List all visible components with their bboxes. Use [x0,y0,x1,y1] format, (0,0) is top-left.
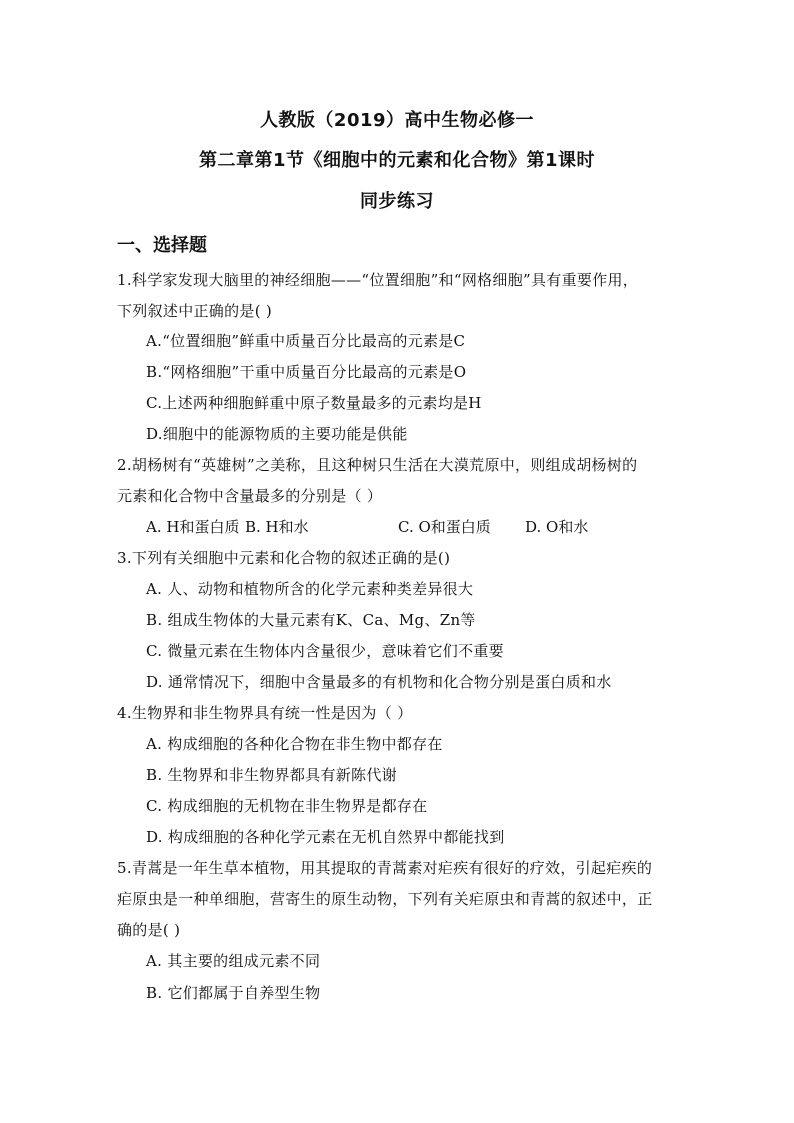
question-1-stem [117,265,682,327]
question-4-option-a: A. 构成细胞的各种化合物在非生物中都存在 [146,735,443,753]
question-2-option-a: A. H和蛋白质 [146,518,240,536]
doc-title-line1: 人教版（2019）高中生物必修一 [259,110,535,131]
question-stem-line: 1.科学家发现大脑里的神经细胞——“位置细胞”和“网格细胞”具有重要作用， [117,271,639,289]
question-4-stem [117,698,682,729]
question-stem-line: 2.胡杨树有“英雄树”之美称，且这种树只生活在大漠荒原中，则组成胡杨树的 [117,456,638,474]
question-5-stem [117,853,682,946]
question-stem-line: 5.青蒿是一年生草本植物，用其提取的青蒿素对疟疾有很好的疗效，引起疟疾的 [117,859,653,877]
question-4-option-b: B. 生物界和非生物界都具有新陈代谢 [146,766,397,784]
question-3-stem [117,543,682,574]
question-1-option-d: D.细胞中的能源物质的主要功能是供能 [146,425,408,443]
doc-title-line2: 第二章第1节《细胞中的元素和化合物》第1课时 [198,150,596,171]
question-2-stem [117,450,682,512]
question-3-option-d: D. 通常情况下，细胞中含量最多的有机物和化合物分别是蛋白质和水 [146,673,612,691]
question-5-option-b: B. 它们都属于自养型生物 [146,984,321,1002]
question-4-option-d: D. 构成细胞的各种化学元素在无机自然界中都能找到 [146,828,505,846]
question-2-option-b: B. H和水 [245,518,309,536]
question-1-option-b: B.“网格细胞”干重中质量百分比最高的元素是O [146,363,467,381]
question-stem-line: 下列叙述中正确的是( ) [117,302,273,320]
question-stem-line: 3.下列有关细胞中元素和化合物的叙述正确的是() [117,549,451,567]
question-4-option-c: C. 构成细胞的无机物在非生物界是都存在 [146,797,428,815]
question-2-option-c: C. O和蛋白质 [398,518,491,536]
question-3-option-a: A. 人、动物和植物所含的化学元素种类差异很大 [146,580,474,598]
question-stem-line: 元素和化合物中含量最多的分别是（ ） [117,487,383,505]
section-heading: 一、选择题 [117,235,207,256]
question-3-option-b: B. 组成生物体的大量元素有K、Ca、Mg、Zn等 [146,611,476,629]
question-1-option-c: C.上述两种细胞鲜重中原子数量最多的元素均是H [146,394,482,412]
question-3-option-c: C. 微量元素在生物体内含量很少，意味着它们不重要 [146,642,504,660]
question-5-option-a: A. 其主要的组成元素不同 [146,952,321,970]
question-1-option-a: A.“位置细胞”鲜重中质量百分比最高的元素是C [146,332,466,350]
question-stem-line: 疟原虫是一种单细胞，营寄生的原生动物，下列有关疟原虫和青蒿的叙述中，正 [117,890,653,908]
question-2-option-d: D. O和水 [525,518,589,536]
doc-title-line3: 同步练习 [360,191,434,212]
question-stem-line: 确的是( ) [117,921,181,939]
question-stem-line: 4.生物界和非生物界具有统一性是因为（ ） [117,704,413,722]
